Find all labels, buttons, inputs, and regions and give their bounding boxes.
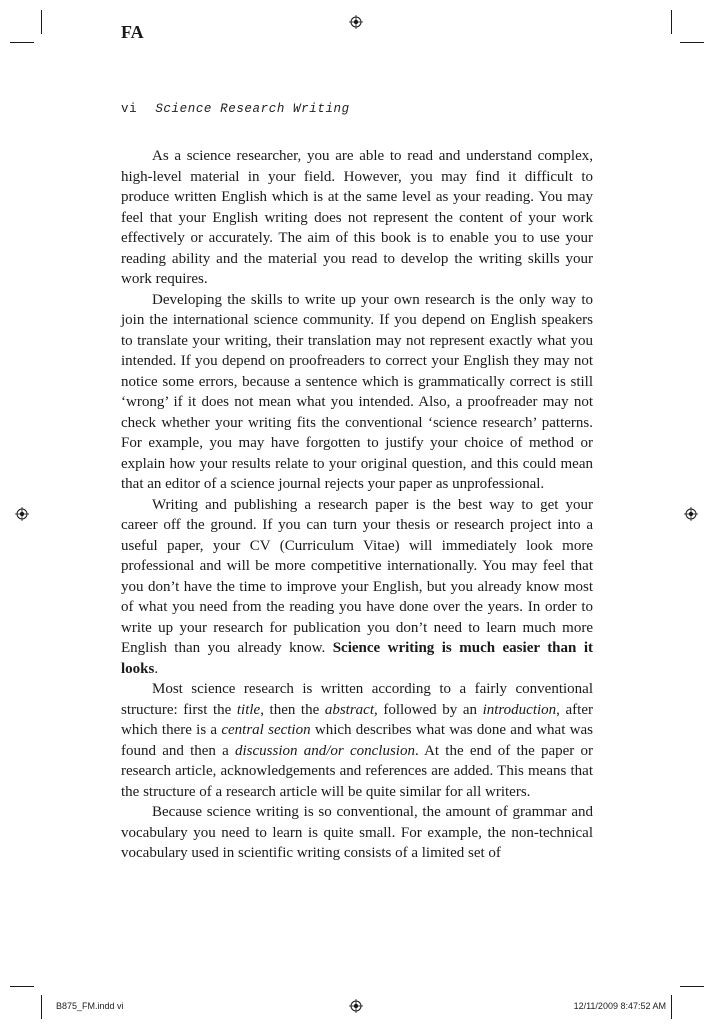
paragraph-text: , after which there is a [121, 701, 593, 738]
crop-mark-bottom-left-horizontal [10, 986, 34, 987]
paragraph [121, 290, 593, 495]
slug-file: B875_FM.indd vi [56, 1001, 124, 1011]
book-title: Science Research Writing [155, 102, 350, 116]
body-text [121, 146, 593, 864]
registration-mark-icon [684, 507, 698, 521]
page-number: vi [121, 102, 138, 116]
paragraph [121, 495, 593, 680]
paragraph-text: which describes what was done and what was found and then a [121, 722, 593, 759]
emphasis-text: central section [221, 722, 311, 738]
crop-mark-top-right-vertical [671, 10, 672, 34]
paragraph-text: , followed by an [374, 701, 483, 718]
paragraph [121, 146, 593, 290]
crop-mark-bottom-left-vertical [41, 995, 42, 1019]
paragraph [121, 679, 593, 802]
registration-mark-icon [349, 999, 363, 1013]
paragraph-text: Writing and publishing a research paper is the best way to get your career off the ground. If you can turn your thesis or research project into a useful paper, your CV (Curriculum Vitae) will immediately look more professional and will be more competitive internationally. You may feel that you don’t have the time to improve your English, but you already know most of what you need from the reading you have done over the years. In order to write up your research for publication you don’t need to learn much more English than you already know. [121, 496, 593, 656]
paragraph-text: Because science writing is so conventional, the amount of grammar and vocabulary you need to learn is quite small. For example, the non-technical vocabulary used in scientific writing consists of a limited set of [121, 804, 593, 861]
paragraph-text: , then the [260, 701, 325, 718]
emphasis-text: introduction [482, 701, 557, 718]
crop-mark-bottom-right-horizontal [680, 986, 704, 987]
paragraph-text: Developing the skills to write up your own research is the only way to join the international science community. If you depend on English speakers to translate your writing, their translation may not represent exactly what you intended. If you depend on proofreaders to correct your English they may not notice some errors, because a sentence which is grammatically correct is still ‘wrong’ if it does not mean what you intended. Also, a proofreader may not check whether your writing fits the conventional ‘science research’ patterns. For example, you may have forgotten to justify your choice of method or explain how your results relate to your original question, and this could mean that an editor of a science journal rejects your paper as unprofessional. [121, 291, 593, 492]
emphasis-text: Science writing is much easier than it looks [121, 640, 593, 677]
section-mark: FA [121, 22, 144, 42]
crop-mark-top-left-horizontal [10, 42, 34, 43]
emphasis-text: abstract [324, 701, 375, 718]
running-head [121, 102, 350, 116]
emphasis-text: title [236, 701, 261, 718]
paragraph-text: As a science researcher, you are able to read and understand complex, high-level material in your field. However, you may find it difficult to produce written English which is at the same level as your reading. You may feel that your English writing does not represent the content of your work effectively or accurately. The aim of this book is to enable you to use your reading ability and the material you read to develop the writing skills your work requires. [121, 148, 593, 287]
crop-mark-top-right-horizontal [680, 42, 704, 43]
registration-mark-icon [349, 15, 363, 29]
slug-timestamp: 12/11/2009 8:47:52 AM [573, 1001, 666, 1011]
emphasis-text: discussion and/or conclusion [235, 742, 415, 759]
paragraph-text: . At the end of the paper or research article, acknowledgements and references are added. This means that the structure of a research article will be quite similar for all writers. [121, 742, 594, 800]
paragraph-text: Most science research is written according to a fairly conventional structure: first the [121, 681, 593, 718]
crop-mark-bottom-right-vertical [671, 995, 672, 1019]
paragraph [121, 802, 593, 864]
crop-mark-top-left-vertical [41, 10, 42, 34]
registration-mark-icon [15, 507, 29, 521]
paragraph-text: . [154, 660, 159, 677]
